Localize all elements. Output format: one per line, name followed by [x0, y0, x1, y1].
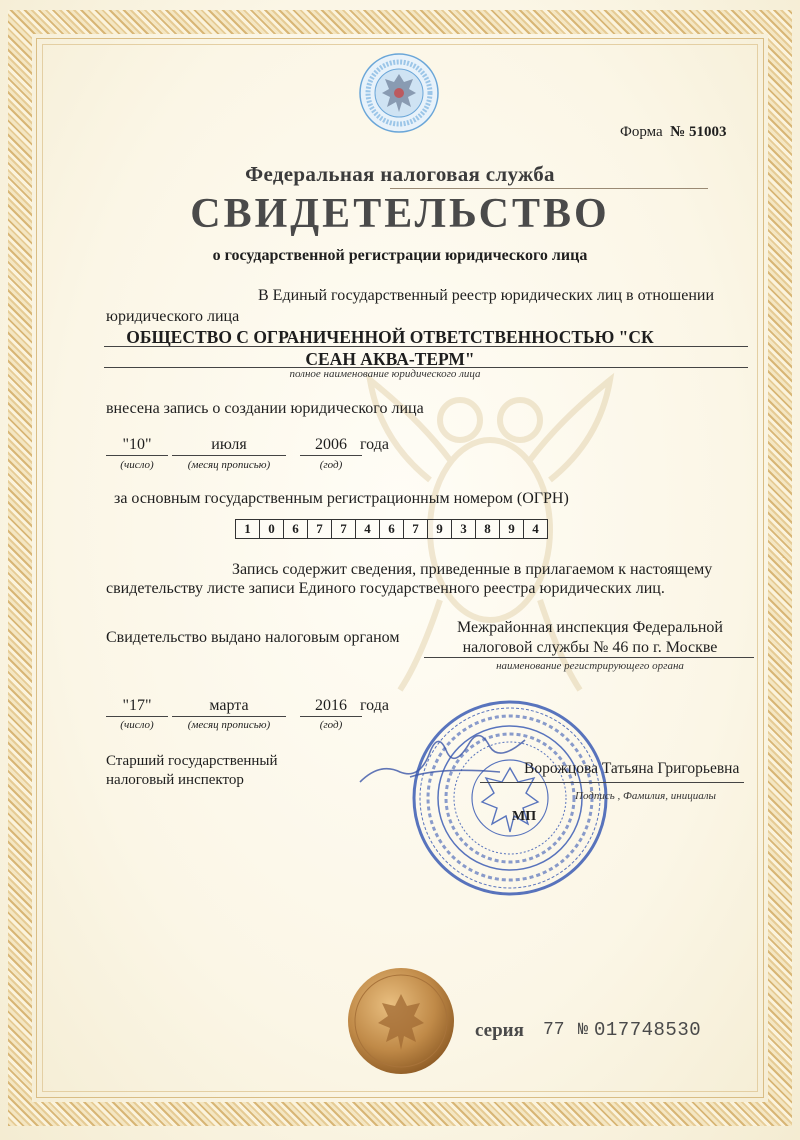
form-number: [620, 124, 727, 141]
issue-year-caption: (год): [319, 719, 343, 731]
issue-day: "17": [122, 697, 152, 714]
organ-line-1: Межрайонная инспекция Федеральной: [457, 619, 723, 636]
issue-year-underline: [300, 716, 362, 717]
contains-line-2: свидетельству листе записи Единого государственного реестра юридических лиц.: [106, 580, 665, 597]
ogrn-digit: 7: [307, 519, 332, 539]
registration-day-caption: (число): [120, 459, 154, 471]
agency-underline: [390, 188, 708, 189]
intro-line-1: В Единый государственный реестр юридических лиц в отношении: [258, 287, 715, 304]
issue-month-caption: (месяц прописью): [187, 719, 271, 731]
form-code: № 51003: [670, 124, 727, 140]
signer-name: Ворожцова Татьяна Григорьевна: [524, 760, 740, 777]
registration-year: 2006: [315, 436, 347, 453]
registration-month-underline: [172, 455, 286, 456]
entity-name-underline-1: [104, 346, 748, 347]
issue-day-underline: [106, 716, 168, 717]
ogrn-digit: 4: [355, 519, 380, 539]
issue-day-caption: (число): [120, 719, 154, 731]
registration-month-caption: (месяц прописью): [187, 459, 271, 471]
issued-by-label: Свидетельство выдано налоговым органом: [106, 629, 400, 646]
certificate-number: 017748530: [594, 1019, 702, 1041]
registration-month: июля: [211, 436, 247, 453]
entity-name-caption: полное наименование юридического лица: [289, 368, 481, 380]
registration-year-suffix: года: [360, 436, 389, 453]
ogrn-digit: 0: [259, 519, 284, 539]
series-value: 77: [543, 1020, 565, 1040]
issue-year: 2016: [315, 697, 347, 714]
organ-caption: наименование регистрирующего органа: [496, 660, 684, 672]
ogrn-number: [236, 519, 548, 539]
inspector-position-line-1: Старший государственный: [106, 753, 278, 769]
signature-caption: Подпись , Фамилия, инициалы: [575, 790, 716, 802]
registering-organ-name: [420, 618, 760, 658]
ogrn-digit: 8: [475, 519, 500, 539]
ogrn-digit: 6: [283, 519, 308, 539]
inspector-position: [106, 752, 326, 790]
organ-underline: [424, 657, 754, 658]
ogrn-digit: 1: [235, 519, 260, 539]
entity-full-name: ОБЩЕСТВО С ОГРАНИЧЕННОЙ ОТВЕТСТВЕННОСТЬЮ "СК СЕАН АКВА-ТЕРМ": [126, 327, 654, 369]
ogrn-digit: 7: [331, 519, 356, 539]
registration-year-underline: [300, 455, 362, 456]
signature-underline: [480, 782, 744, 783]
ogrn-label: за основным государственным регистрационным номером (ОГРН): [114, 490, 569, 507]
ogrn-digit: 3: [451, 519, 476, 539]
registration-year-caption: (год): [319, 459, 343, 471]
gold-seal-icon: [346, 966, 456, 1076]
ogrn-digit: 9: [499, 519, 524, 539]
contains-line-1: Запись содержит сведения, приведенные в прилагаемом к настоящему: [232, 561, 713, 578]
issue-month-underline: [172, 716, 286, 717]
form-prefix: Форма: [620, 124, 663, 140]
ogrn-digit: 9: [427, 519, 452, 539]
stamp-place-label: МП: [512, 809, 537, 824]
inspector-position-line-2: налоговый инспектор: [106, 772, 244, 788]
issue-month: марта: [209, 697, 249, 714]
ogrn-digit: 4: [523, 519, 548, 539]
agency-name: Федеральная налоговая служба: [245, 162, 555, 186]
ogrn-digit: 6: [379, 519, 404, 539]
number-sign: №: [578, 1021, 589, 1040]
issue-year-suffix: года: [360, 697, 389, 714]
document-title: СВИДЕТЕЛЬСТВО: [190, 191, 610, 237]
organ-line-2: налоговой службы № 46 по г. Москве: [462, 639, 718, 656]
ogrn-digit: 7: [403, 519, 428, 539]
emblem-icon: [358, 52, 440, 134]
registration-day-underline: [106, 455, 168, 456]
series-label: серия: [475, 1020, 524, 1041]
intro-line-2: юридического лица: [106, 308, 240, 325]
registration-day: "10": [122, 436, 152, 453]
document-subtitle: о государственной регистрации юридического лица: [212, 247, 588, 264]
record-text: внесена запись о создании юридического лица: [106, 400, 424, 417]
